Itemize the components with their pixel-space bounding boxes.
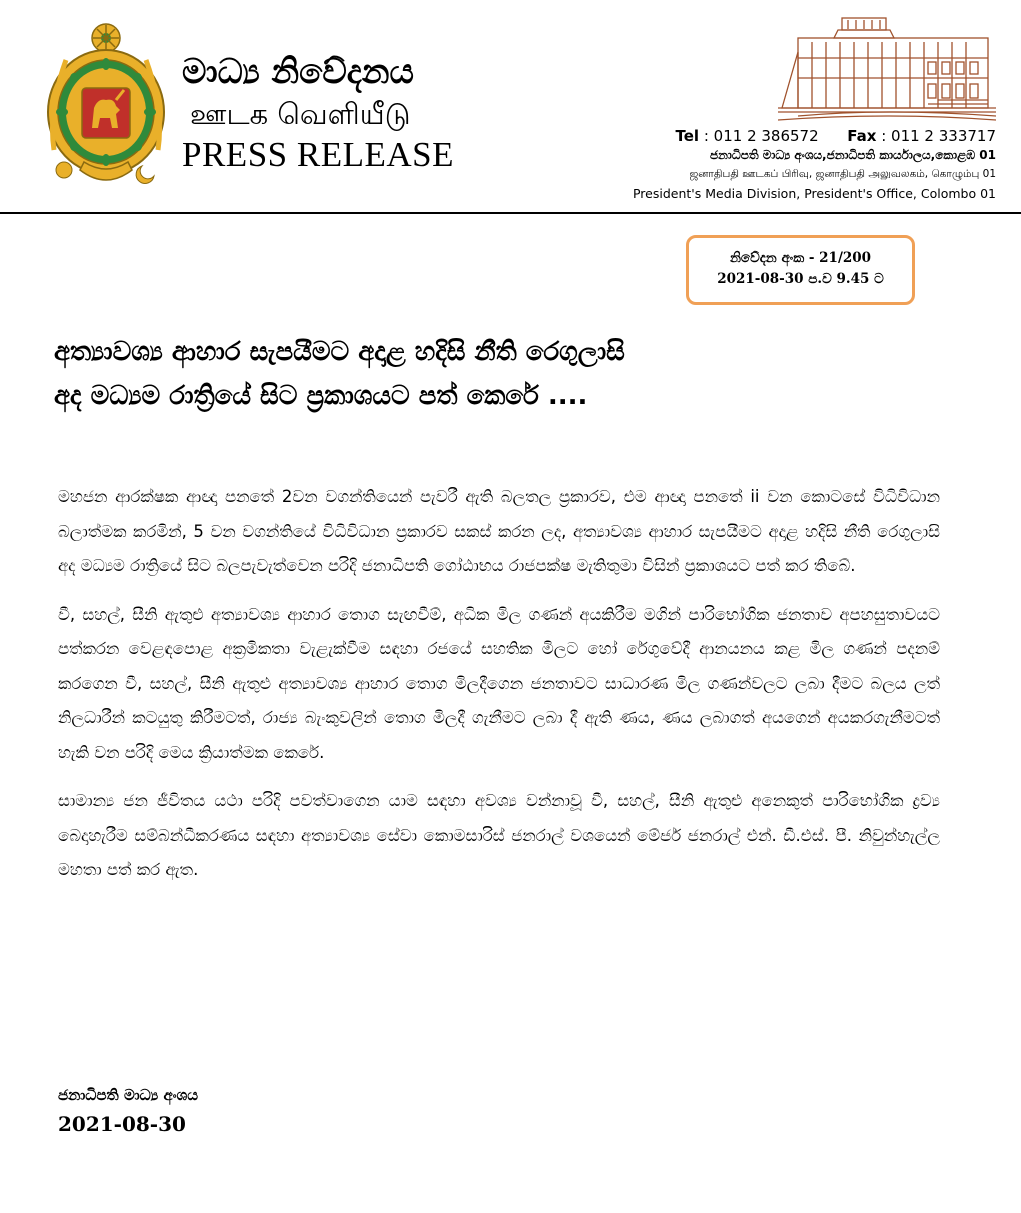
signoff: [58, 1082, 198, 1140]
body-paragraph-1: මහජන ආරක්ෂක ආඥා පනතේ 2වන වගන්තියෙන් පැවරී ඇති බලතල ප්‍රකාරව, එම ආඥා පනතේ ii වන කොටසේ විධිවිධාන බලාත්මක කරමින්, 5 වන වගන්තියේ විධිවිධාන ප්‍රකාරව සකස් කරන ලද, අත්‍යාවශ්‍ය ආහාර සැපයීමට අදාළ හදිසි නීති රෙගුලාසි අද මධ්‍යම රාත්‍රියේ සිට බලපැවැත්වෙන පරිදි ජනාධිපති ගෝඨාභය රාජපක්ෂ මැතිතුමා විසින් ප්‍රකාශයට පත් කර තිබේ.: [58, 487, 940, 575]
headline: [54, 330, 954, 418]
tel-label: Tel: [675, 127, 700, 145]
release-body: [58, 480, 940, 902]
presidential-secretariat-building-icon: [778, 12, 996, 122]
tel-value: : 011 2 386572: [703, 127, 819, 145]
page-header: [0, 0, 1021, 214]
title-english: PRESS RELEASE: [182, 135, 454, 174]
fax-value: : 011 2 333717: [881, 127, 996, 145]
fax-label: Fax: [847, 127, 877, 145]
signoff-organization: ජනාධිපති මාධ්‍ය අංශය: [58, 1086, 199, 1104]
body-paragraph-2: වී, සහල්, සීනි ඇතුළු අත්‍යාවශ්‍ය ආහාර තොග සැඟවීම්, අධික මිල ගණන් අයකිරීම මගින් පාරිභෝගික ජනතාව අපහසුතාවයට පත්කරන වෙළඳපොළ අක්‍රමිකතා වැළැක්වීම සඳහා රජයේ සහතික මිලට හෝ රේගුවේදී ආනයනය කළ මිල ගණන් පදනම් කරගෙන වී, සහල්, සීනි ඇතුළු අත්‍යාවශ්‍ය ආහාර තොග මිලදීගෙන ජනතාවට සාධාරණ මිල ගණන්වලට ලබා දීමට බලය ලත් නිලධාරීන් කටයුතු කිරීමටත්, රාජ්‍ය බැංකුවලින් තොග මිලදී ගැනීමට ලබා දී ඇති ණය, ණය ලබාගත් අයගෙන් අයකරගැනීමටත් හැකි වන පරිදි මෙය ක්‍රියාත්මක කෙරේ.: [58, 604, 940, 762]
title-tamil: ஊடக வெளியீடு: [190, 97, 411, 131]
office-address-tamil: ஜனாதிபதி ஊடகப் பிரிவு, ஜனாதிபதி அலுவலகம், கொழும்பு 01: [689, 168, 996, 180]
release-datetime: 2021-08-30 ප.ව 9.45 ට: [717, 271, 884, 287]
headline-line-1: අත්‍යාවශ්‍ය ආහාර සැපයීමට අදාළ හදිසි නීති රෙගුලාසි: [54, 337, 625, 367]
phone-fax-line: [600, 126, 996, 146]
body-paragraph-3: සාමාන්‍ය ජන ජීවිතය යථා පරිදි පවත්වාගෙන යාම සඳහා අවශ්‍ය වන්නාවූ වී, සහල්, සීනි ඇතුළු අනෙකුත් පාරිභෝගික ද්‍රව්‍ය බෙදාහැරීම සම්බන්ධීකරණය සඳහා අත්‍යාවශ්‍ය සේවා කොමසාරිස් ජනරාල් වශයෙන් මේජර් ජනරාල් එන්. ඩී.එස්. පී. නිවුන්හැල්ල මහතා පත් කර ඇත.: [58, 791, 940, 879]
signoff-date: 2021-08-30: [58, 1112, 186, 1136]
release-reference-box: [686, 235, 915, 305]
headline-line-2: අද මධ්‍යම රාත්‍රියේ සිට ප්‍රකාශයට පත් කෙරේ ....: [54, 381, 588, 411]
sri-lanka-emblem-icon: [44, 20, 168, 190]
masthead-title: [182, 50, 482, 176]
contact-details: [600, 126, 996, 203]
release-number: නිවේදන අංක - 21/200: [729, 250, 872, 266]
office-address-sinhala: ජනාධිපති මාධ්‍ය අංශය,ජනාධිපති කාර්යාලය,කොළඹ 01: [710, 148, 996, 162]
header-divider: [0, 212, 1021, 214]
office-address-english: President's Media Division, President's Office, Colombo 01: [632, 186, 996, 201]
title-sinhala: මාධ්‍ය නිවේදනය: [182, 52, 414, 92]
